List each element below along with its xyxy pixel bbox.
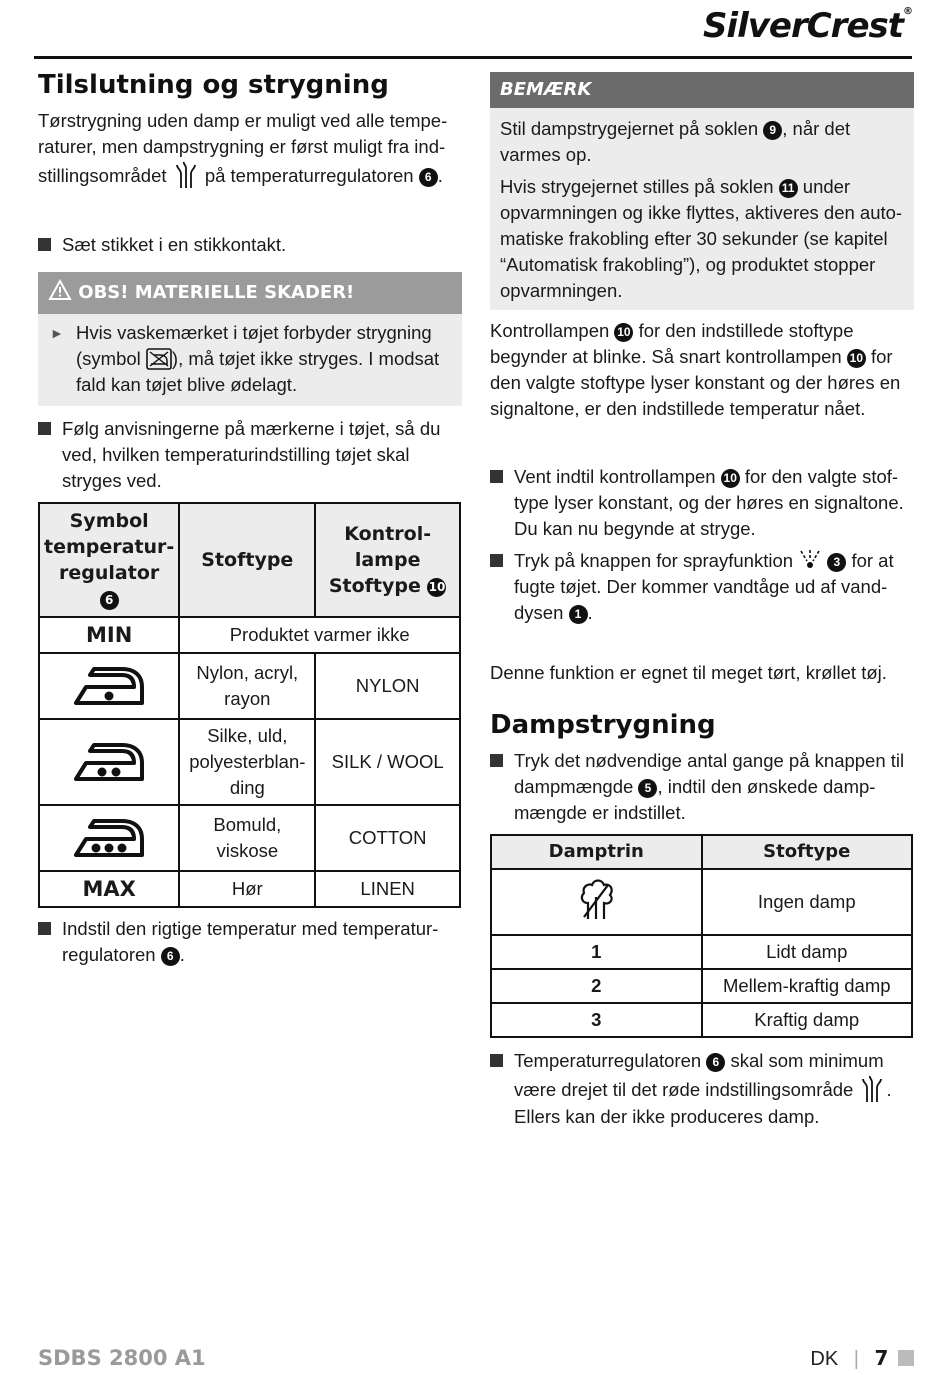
iron-3-dots-icon <box>72 811 146 859</box>
part-number-badge: 10 <box>847 349 866 368</box>
warning-triangle-icon <box>48 279 72 301</box>
symbol-cell: MIN <box>39 617 179 653</box>
intro-paragraph: Tørstrygning uden damp er muligt ved alle tempe-raturer, men dampstrygning er først muligt fra ind-stillingsområdet på temperaturregulatoren 6 . <box>38 108 462 190</box>
fabric-cell: Nylon, acryl, rayon <box>179 653 315 719</box>
warning-body <box>38 314 462 406</box>
note-header: BEMÆRK <box>490 72 914 108</box>
fabric-cell: Kraftig damp <box>702 1003 913 1037</box>
step-wait: Vent indtil kontrollampen 10 for den valgte stof-type lyser konstant, og der høres en signaltone. Du kan nu begynde at stryge. <box>490 464 914 542</box>
fabric-cell: Silke, uld, polyesterblan-ding <box>179 719 315 805</box>
bullet-square-icon <box>38 238 51 251</box>
level-cell: 1 <box>491 935 702 969</box>
part-number-badge: 6 <box>706 1053 725 1072</box>
step-spray: Tryk på knappen for sprayfunktion 3 for at fugte tøjet. Der kommer vandtåge ud af vand-dysen 1 . <box>490 548 914 626</box>
brand-logo: SilverCrest® <box>702 6 912 46</box>
table-header-row <box>491 835 912 869</box>
iron-2-dots-icon <box>72 735 146 783</box>
symbol-cell <box>39 719 179 805</box>
table-header-symbol: Symbol temperatur-regulator 6 <box>39 503 179 617</box>
table-header-fabric: Stoftype <box>702 835 913 869</box>
left-column <box>38 60 462 968</box>
lamp-cell: SILK / WOOL <box>315 719 460 805</box>
part-number-badge: 6 <box>419 168 438 187</box>
table-header-lamp: Kontrol-lampe Stoftype 10 <box>315 503 460 617</box>
steam-table <box>490 834 913 1038</box>
table-row <box>491 969 912 1003</box>
part-number-badge: 11 <box>779 179 798 198</box>
table-header-level: Damptrin <box>491 835 702 869</box>
iron-1-dot-icon <box>72 659 146 707</box>
table-row <box>39 871 460 907</box>
table-row <box>39 653 460 719</box>
warning-box <box>38 272 462 406</box>
symbol-cell <box>39 653 179 719</box>
page-number: 7 <box>874 1346 889 1370</box>
part-number-badge: 5 <box>638 779 657 798</box>
dry-note: Denne funktion er egnet til meget tørt, krøllet tøj. <box>490 662 887 683</box>
bullet-square-icon <box>38 922 51 935</box>
bullet-square-icon <box>490 1054 503 1067</box>
temperature-table <box>38 502 461 908</box>
symbol-cell <box>39 805 179 871</box>
symbol-cell: MAX <box>39 871 179 907</box>
fabric-cell: Ingen damp <box>702 869 913 935</box>
part-number-badge: 3 <box>827 553 846 572</box>
arrow-bullet-icon: ► <box>50 325 64 341</box>
table-row <box>39 617 460 653</box>
bullet-square-icon <box>38 422 51 435</box>
lamp-paragraph: Kontrollampen 10 for den indstillede stoftype begynder at blinke. Så snart kontrollampen 10 for den valgte stoftype lyser konstant og der høres en signaltone, er den indstillede temperatur nået. <box>490 320 901 419</box>
bullet-square-icon <box>490 470 503 483</box>
note-body <box>490 108 914 310</box>
header-rule <box>34 56 912 59</box>
bullet-square-icon <box>490 554 503 567</box>
part-number-badge: 1 <box>569 605 588 624</box>
table-row <box>39 719 460 805</box>
step-minimum-setting: Temperaturregulatoren 6 skal som minimum være drejet til det røde indstillingsområde . Ellers kan der ikke produceres damp. <box>490 1048 914 1130</box>
table-header-row <box>39 503 460 617</box>
part-number-badge: 6 <box>161 947 180 966</box>
fabric-cell: Bomuld, viskose <box>179 805 315 871</box>
part-number-badge: 10 <box>721 469 740 488</box>
table-row <box>39 805 460 871</box>
do-not-iron-icon <box>146 348 172 370</box>
fabric-cell: Hør <box>179 871 315 907</box>
footer-language: DK <box>810 1348 839 1370</box>
bullet-square-icon <box>490 754 503 767</box>
steam-symbol-icon <box>172 160 200 190</box>
note-box <box>490 72 914 310</box>
part-number-badge: 10 <box>614 323 633 342</box>
step-steam-amount: Tryk det nødvendige antal gange på knappen til dampmængde 5 , indtil den ønskede damp-mængde er indstillet. <box>490 748 914 826</box>
footer-model: SDBS 2800 A1 <box>38 1346 206 1370</box>
note-paragraph: Hvis strygejernet stilles på soklen 11 under opvarmningen og ikke flyttes, aktiveres den auto-matiske frakobling efter 30 sekunder (se kapitel “Automatisk frakobling”), og produktet stopper opvarmningen. <box>500 176 903 301</box>
table-row <box>491 1003 912 1037</box>
warning-header: OBS! MATERIELLE SKADER! <box>38 272 462 314</box>
lamp-cell: NYLON <box>315 653 460 719</box>
lamp-cell: LINEN <box>315 871 460 907</box>
part-number-badge: 9 <box>763 121 782 140</box>
table-row <box>491 935 912 969</box>
section-title: Tilslutning og strygning <box>38 70 389 100</box>
warning-item: ► Hvis vaskemærket i tøjet forbyder strygning (symbol ), må tøjet ikke stryges. I modsat fald kan tøjet blive ødelagt. <box>50 322 440 395</box>
fabric-cell: Produktet varmer ikke <box>179 617 460 653</box>
part-number-badge: 6 <box>100 591 119 610</box>
spray-icon <box>798 548 822 572</box>
table-row <box>491 869 912 935</box>
step-plug: Sæt stikket i en stikkontakt. <box>38 232 462 258</box>
footer-separator: | <box>853 1348 859 1370</box>
step-follow-labels: Følg anvisningerne på mærkerne i tøjet, så du ved, hvilken temperaturindstilling tøjet skal stryges ved. <box>38 416 462 494</box>
note-paragraph: Stil dampstrygejernet på soklen 9 , når det varmes op. <box>500 118 851 165</box>
table-header-fabric: Stoftype <box>179 503 315 617</box>
level-cell: 3 <box>491 1003 702 1037</box>
right-column <box>490 60 914 1130</box>
step-set-temperature: Indstil den rigtige temperatur med temperatur-regulatoren 6 . <box>38 916 462 968</box>
footer-page-info <box>810 1346 914 1371</box>
fabric-cell: Mellem-kraftig damp <box>702 969 913 1003</box>
level-cell <box>491 869 702 935</box>
section-title-steam: Dampstrygning <box>490 710 716 740</box>
page-marker-icon <box>898 1350 914 1366</box>
part-number-badge: 10 <box>427 578 446 597</box>
level-cell: 2 <box>491 969 702 1003</box>
steam-symbol-icon <box>858 1074 886 1104</box>
no-steam-icon <box>572 875 620 923</box>
lamp-cell: COTTON <box>315 805 460 871</box>
fabric-cell: Lidt damp <box>702 935 913 969</box>
